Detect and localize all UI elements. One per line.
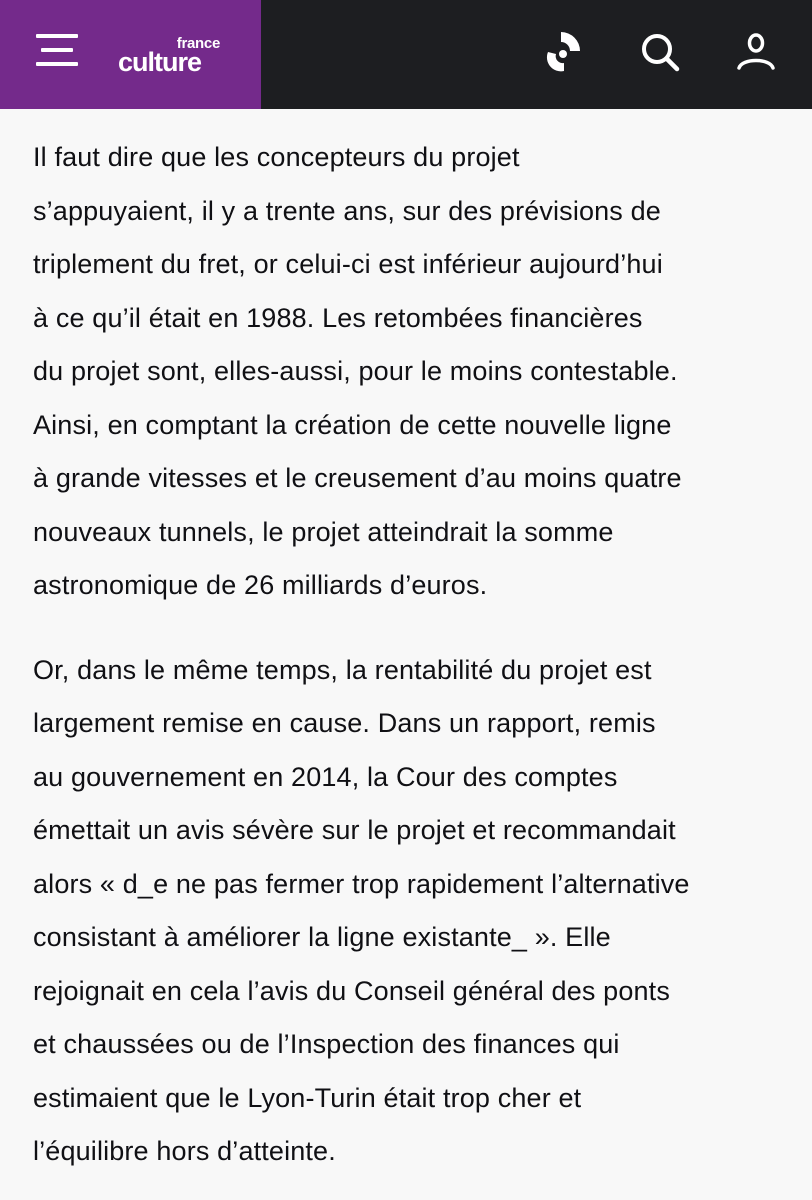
- logo-big-text: culture: [118, 47, 202, 77]
- search-icon[interactable]: [638, 28, 682, 78]
- user-account-glyph: [734, 28, 778, 76]
- menu-line-bottom: [36, 62, 78, 66]
- menu-line-top: [36, 34, 78, 38]
- live-radio-icon[interactable]: [540, 28, 584, 78]
- logo-small-text: france: [176, 35, 220, 52]
- top-navigation-bar: [0, 0, 812, 109]
- hamburger-menu-icon[interactable]: [36, 32, 80, 70]
- brand-block: [0, 0, 261, 109]
- search-glyph: [638, 28, 682, 76]
- article-paragraph-2: Or, dans le même temps, la rentabilité du projet est largement remise en cause. Dans un rapport, remis au gouvernement en 2014, la Cour des comptes émettait un avis sévère sur le projet et recommandait alors « d_e ne pas fermer trop rapidement l’alternative consistant à améliorer la ligne existante_ ». Elle rejoignait en cela l’avis du Conseil général des ponts et chaussées ou de l’Inspection des finances qui estimaient que le Lyon-Turin était trop cher et l’équilibre hors d’atteinte.: [33, 654, 690, 1166]
- live-radio-glyph: [540, 28, 584, 76]
- article-body: [33, 131, 793, 1179]
- france-culture-logo[interactable]: [118, 36, 228, 80]
- menu-line-middle: [41, 48, 73, 52]
- user-account-icon[interactable]: [734, 28, 778, 78]
- article-paragraph-1: Il faut dire que les concepteurs du projet s’appuyaient, il y a trente ans, sur des prévisions de triplement du fret, or celui-ci est inférieur aujourd’hui à ce qu’il était en 1988. Les retombées financières du projet sont, elles-aussi, pour le moins contestable. Ainsi, en comptant la création de cette nouvelle ligne à grande vitesses et le creusement d’au moins quatre nouveaux tunnels, le projet atteindrait la somme astronomique de 26 milliards d’euros.: [33, 142, 682, 600]
